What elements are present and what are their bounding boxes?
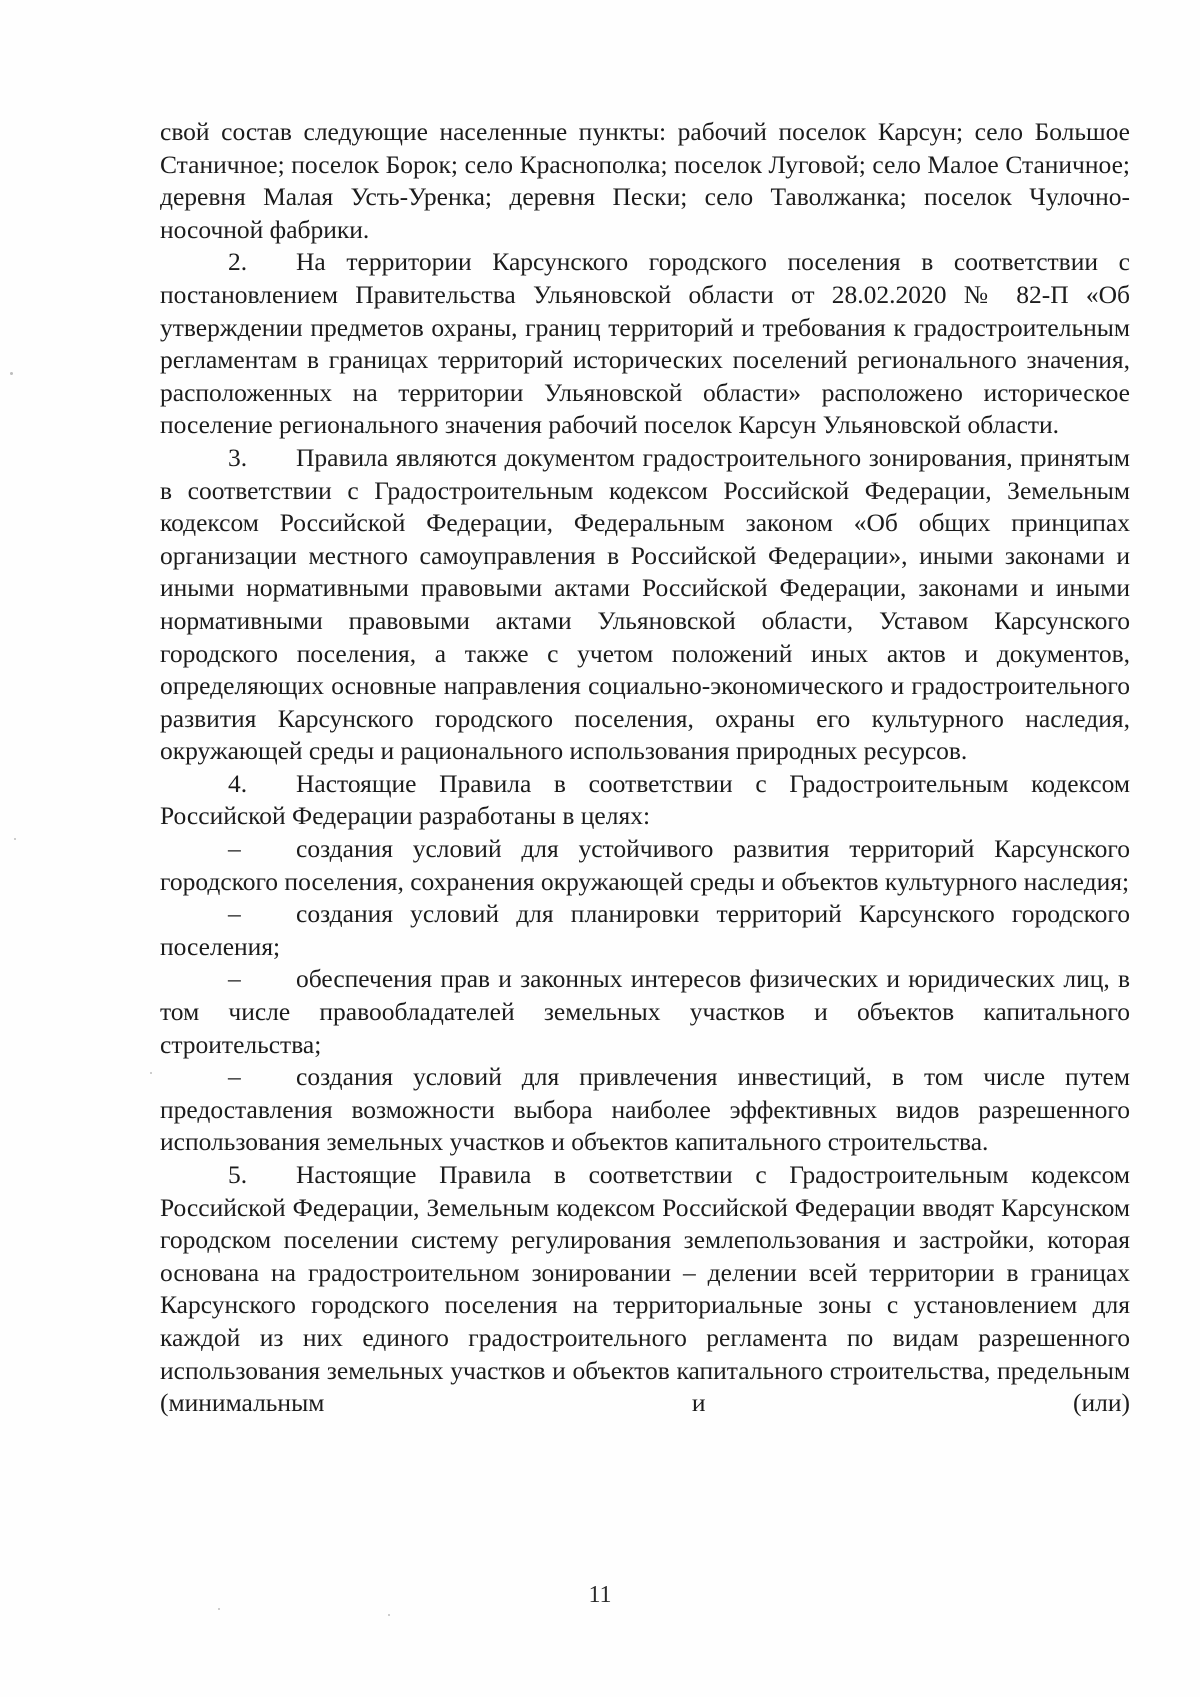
scan-speck	[218, 1608, 220, 1610]
bullet-text: обеспечения прав и законных интересов физических и юридических лиц, в том числе правообладателей земельных участков и объектов капитального строительства;	[160, 964, 1130, 1059]
bullet-dash: –	[228, 1062, 241, 1092]
paragraph-text: Настоящие Правила в соответствии с Градостроительным кодексом Российской Федерации разработаны в целях:	[160, 768, 1130, 831]
paragraph-2	[160, 246, 1130, 442]
paragraph-continuation	[160, 116, 1130, 246]
scan-speck	[14, 838, 16, 840]
bullet-dash: –	[228, 899, 241, 929]
paragraph-text: На территории Карсунского городского поселения в соответствии с постановлением Правительства Ульяновской области от 28.02.2020 № 82-П «Об утверждении предметов охраны, границ территорий и требования к градостроительным регламентам в границах территорий исторических поселений регионального значения, расположенных на территории Ульяновской области» расположено историческое поселение регионального значения рабочий поселок Карсун Ульяновской области.	[160, 247, 1130, 440]
scan-speck	[150, 1072, 152, 1074]
paragraph-text: Настоящие Правила в соответствии с Градостроительным кодексом Российской Федерации, Земельным кодексом Российской Федерации вводят Карсунском городском поселении систему регулирования землепользования и застройки, которая основана на градостроительном зонировании – делении всей территории в границах Карсунского городского поселения на территориальные зоны с установлением для каждой из них единого градостроительного регламента по видам разрешенного использования земельных участков и объектов капитального строительства, предельным (минимальным и (или)	[160, 1160, 1130, 1418]
bullet-text: создания условий для устойчивого развития территорий Карсунского городского поселения, сохранения окружающей среды и объектов культурного наследия;	[160, 834, 1130, 896]
bullet-text: создания условий для планировки территорий Карсунского городского поселения;	[160, 899, 1130, 961]
paragraph-number: 3.	[228, 442, 248, 472]
bullet-item-3	[160, 963, 1130, 1061]
paragraph-4	[160, 768, 1130, 833]
bullet-item-2	[160, 898, 1130, 963]
page-number: 11	[588, 1582, 612, 1608]
bullet-text: создания условий для привлечения инвестиций, в том числе путем предоставления возможности выбора наиболее эффективных видов разрешенного использования земельных участков и объектов капитального строительства.	[160, 1062, 1130, 1157]
bullet-item-1	[160, 833, 1130, 898]
paragraph-text: Правила являются документом градостроительного зонирования, принятым в соответствии с Градостроительным кодексом Российской Федерации, Земельным кодексом Российской Федерации, Федеральным законом «Об общих принципах организации местного самоуправления в Российской Федерации», иными законами и иными нормативными правовыми актами Российской Федерации, законами и иными нормативными правовыми актами Ульяновской области, Уставом Карсунского городского поселения, а также с учетом положений иных актов и документов, определяющих основные направления социально-экономического и градостроительного развития Карсунского городского поселения, охраны его культурного наследия, окружающей среды и рационального использования природных ресурсов.	[160, 442, 1130, 766]
paragraph-number: 4.	[228, 768, 248, 798]
paragraph-5	[160, 1159, 1130, 1420]
paragraph-number: 2.	[228, 247, 248, 277]
bullet-dash: –	[228, 964, 241, 994]
paragraph-number: 5.	[228, 1160, 248, 1189]
bullet-dash: –	[228, 834, 241, 864]
scan-speck	[388, 1614, 390, 1616]
bullet-item-4	[160, 1061, 1130, 1159]
paragraph-text: свой состав следующие населенные пункты: рабочий поселок Карсун; село Большое Станичное; поселок Борок; село Краснополка; поселок Луговой; село Малое Станичное; деревня Малая Усть-Уренка; деревня Пески; село Таволжанка; поселок Чулочно-носочной фабрики.	[160, 117, 1130, 244]
document-body	[160, 116, 1130, 1420]
paragraph-3	[160, 442, 1130, 768]
scan-speck	[10, 372, 13, 375]
